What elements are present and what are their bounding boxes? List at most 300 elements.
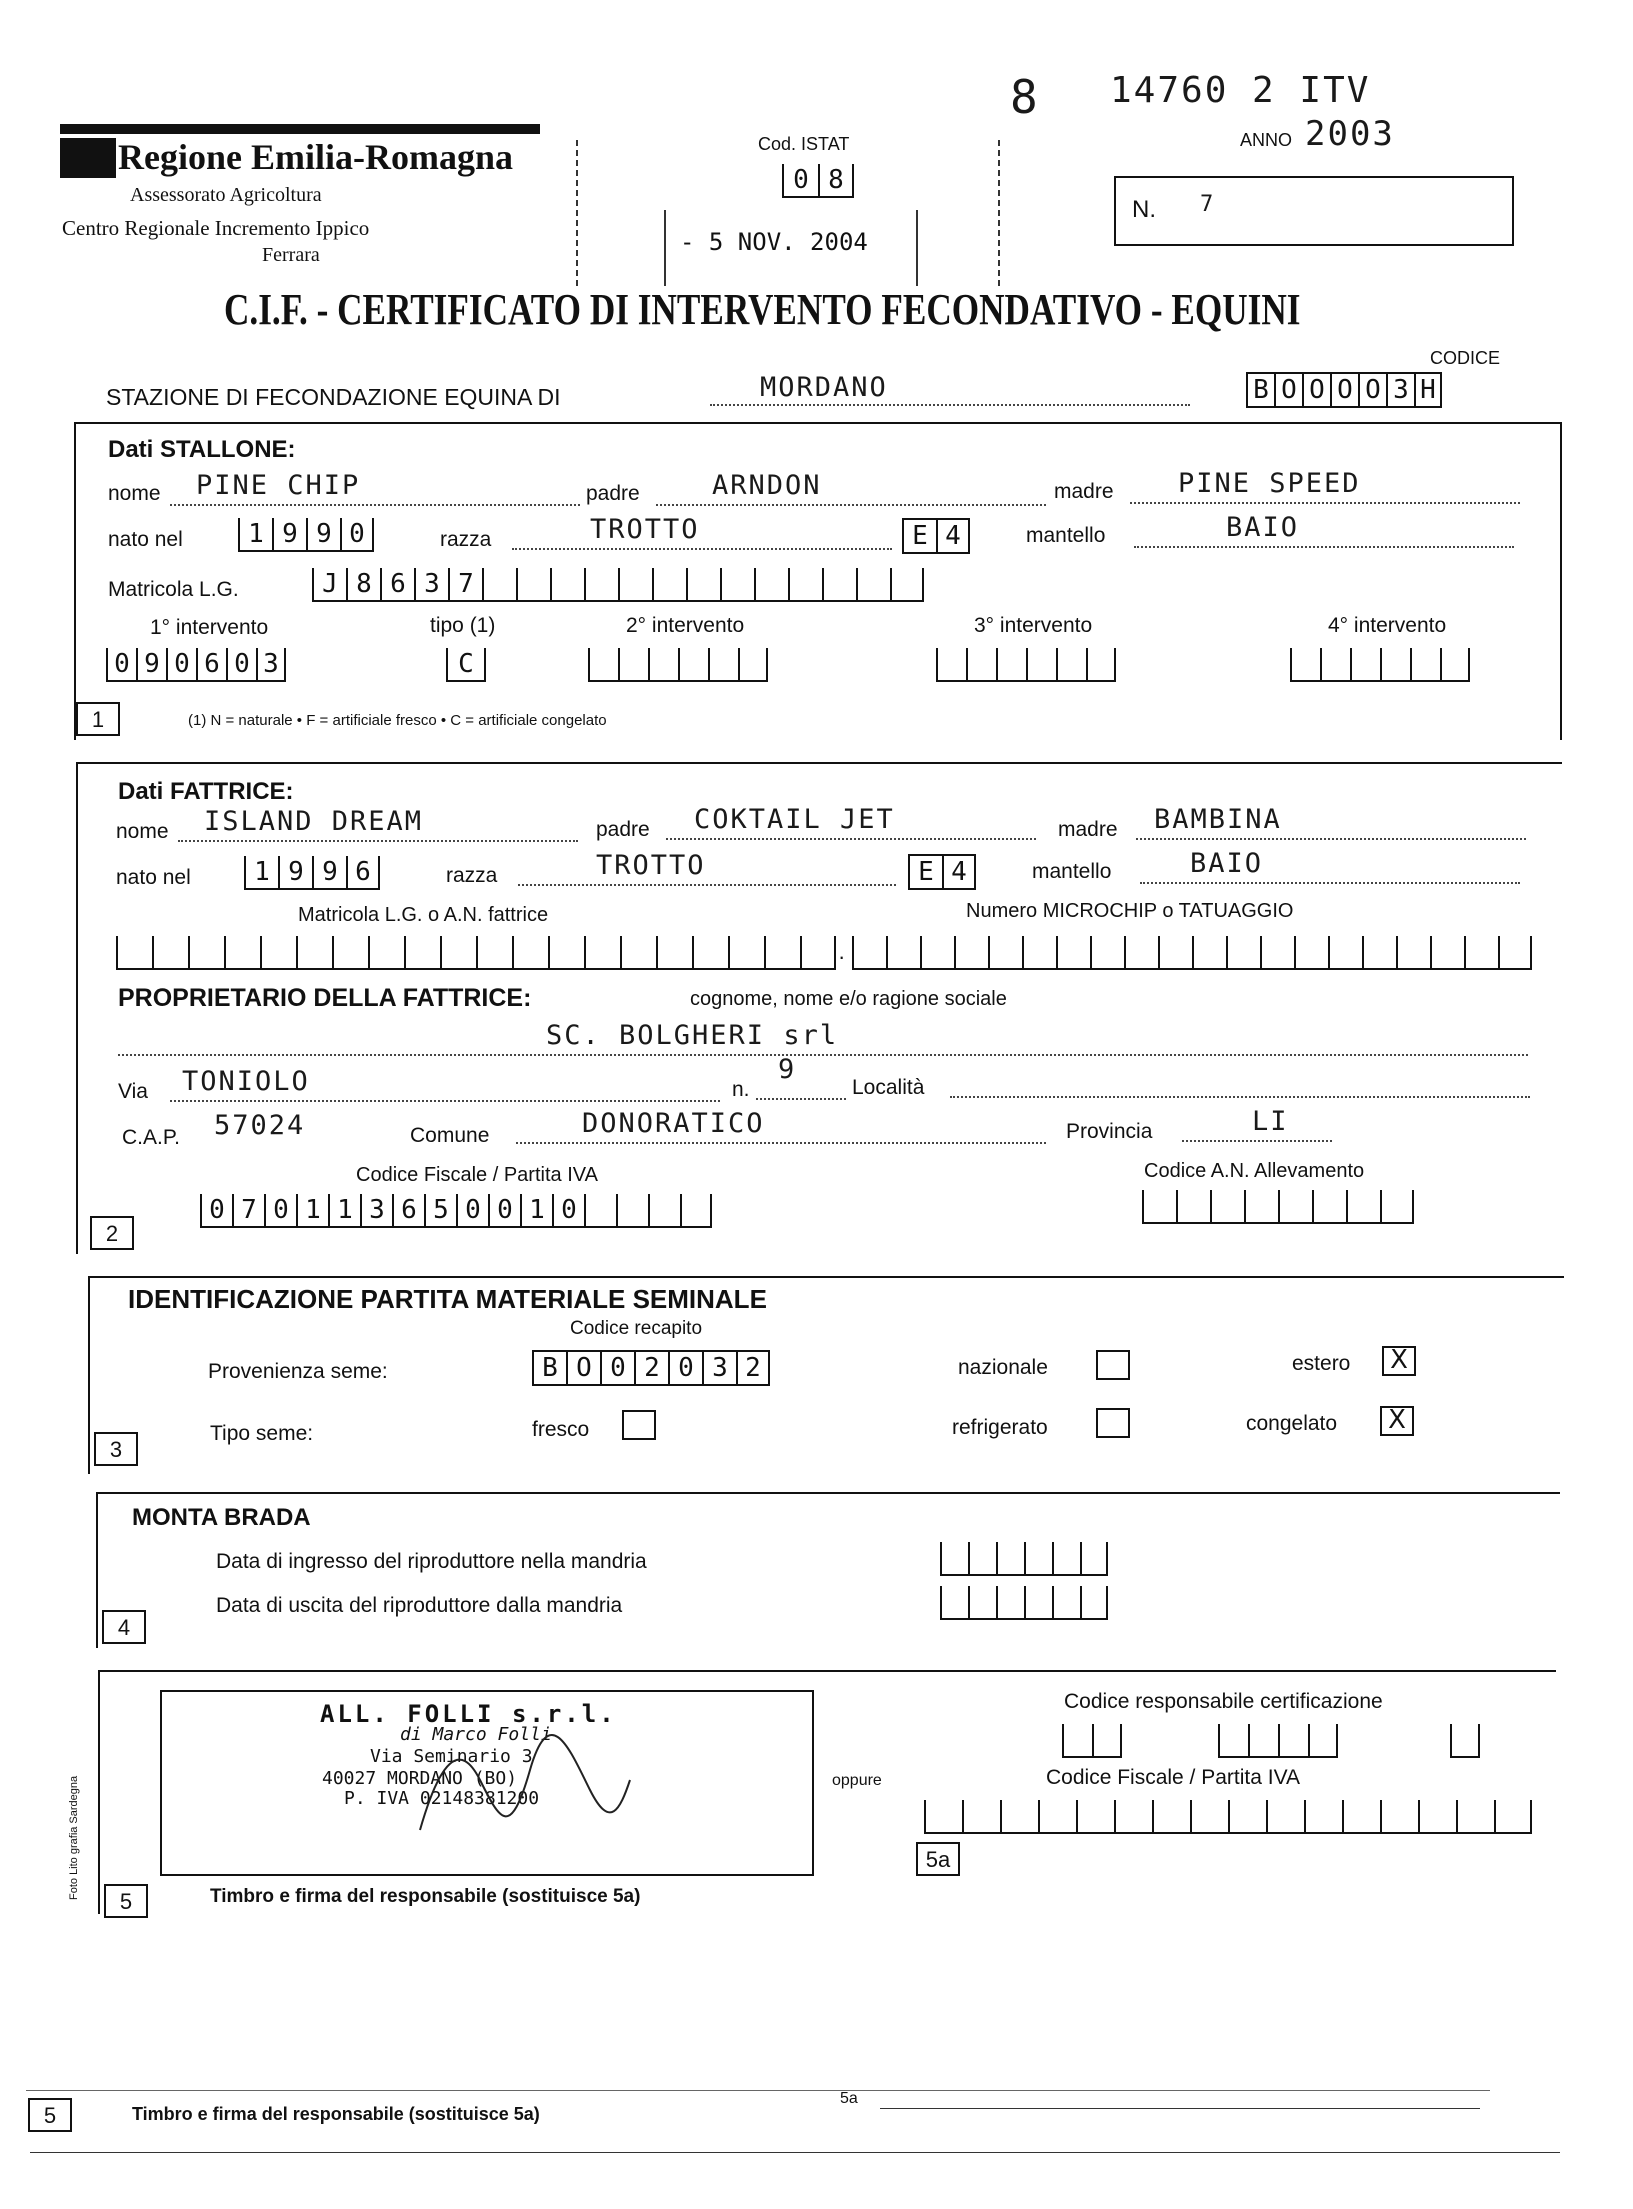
resp-cell — [1092, 1724, 1122, 1758]
section-1-number: 1 — [76, 702, 120, 736]
form-cell — [788, 568, 822, 602]
form-cell — [584, 936, 620, 970]
form-cell — [1430, 936, 1464, 970]
form-cell — [1190, 1800, 1228, 1834]
bleed-section-number: 5 — [28, 2098, 72, 2132]
form-cell — [1328, 936, 1362, 970]
form-cell — [1090, 936, 1124, 970]
fresco-label: fresco — [532, 1418, 590, 1441]
form-cell — [1346, 1190, 1380, 1224]
form-cell: 3 — [414, 568, 448, 602]
form-cell — [1142, 1190, 1176, 1224]
section-5-number: 5 — [104, 1884, 148, 1918]
date-cell — [1350, 648, 1380, 682]
section-3-number: 3 — [94, 1432, 138, 1466]
fattrice-nato-cells — [244, 856, 380, 890]
signature — [400, 1720, 640, 1850]
form-cell: 1 — [296, 1194, 328, 1228]
tipo-label: tipo (1) — [430, 614, 496, 637]
form-cell — [1312, 1190, 1346, 1224]
cells-separator: · — [838, 944, 846, 969]
proprietario-subtitle: cognome, nome e/o ragione sociale — [690, 988, 1007, 1010]
form-cell: 0 — [200, 1194, 232, 1228]
fattrice-nome: ISLAND DREAM — [204, 806, 424, 837]
date-cell — [1440, 648, 1470, 682]
fattrice-microchip-cells — [852, 936, 1532, 970]
form-cell — [1038, 1800, 1076, 1834]
date-cell — [968, 1542, 996, 1576]
form-cell — [1494, 1800, 1532, 1834]
station-code-cell: O — [1274, 374, 1302, 408]
form-cell — [584, 1194, 616, 1228]
form-cell — [1022, 936, 1056, 970]
printer-side-label: Foto Lito grafia Sardegna — [68, 1775, 80, 1900]
date-cell — [996, 648, 1026, 682]
station-code-cells — [1246, 372, 1442, 408]
proprietario-title: PROPRIETARIO DELLA FATTRICE: — [118, 984, 532, 1012]
stallone-title: Dati STALLONE: — [108, 436, 296, 463]
station-line — [710, 404, 1190, 406]
form-cell: 1 — [328, 1194, 360, 1228]
form-cell: 3 — [360, 1194, 392, 1228]
dotline — [656, 504, 1046, 506]
date-cell — [1024, 1542, 1052, 1576]
station-code-cell: 3 — [1386, 374, 1414, 408]
form-cell — [1152, 1800, 1190, 1834]
dotline — [1182, 1140, 1332, 1142]
proprietario-value: SC. BOLGHERI srl — [546, 1020, 839, 1051]
resp-cell — [1218, 1724, 1248, 1758]
stamp-name: ALL. FOLLI s.r.l. — [320, 1700, 617, 1728]
form-cell — [648, 1194, 680, 1228]
anno-value: 2003 — [1305, 114, 1395, 154]
year-cell: 1 — [238, 518, 272, 552]
station-code-cell: O — [1358, 374, 1386, 408]
org-name: Regione Emilia-Romagna — [118, 137, 513, 177]
date-cell — [996, 1586, 1024, 1620]
date-cell: 0 — [166, 648, 196, 682]
form-cell — [1418, 1800, 1456, 1834]
date-cell — [1080, 1542, 1108, 1576]
form-cell — [656, 936, 692, 970]
recapito-cell: 2 — [736, 1352, 770, 1386]
refrigerato-checkbox[interactable] — [1096, 1408, 1130, 1438]
date-cell — [1290, 648, 1320, 682]
form-cell — [620, 936, 656, 970]
form-cell — [890, 568, 924, 602]
form-cell — [1176, 1190, 1210, 1224]
civico-value: 9 — [778, 1054, 797, 1085]
stallone-razza-label: razza — [440, 528, 492, 551]
dotline — [170, 1100, 720, 1102]
form-cell — [856, 568, 890, 602]
form-cell — [616, 1194, 648, 1228]
form-cell — [1266, 1800, 1304, 1834]
fattrice-razza-code — [908, 854, 976, 890]
nazionale-label: nazionale — [958, 1356, 1048, 1379]
year-cell: 0 — [340, 518, 374, 552]
form-cell — [1228, 1800, 1266, 1834]
form-cell — [224, 936, 260, 970]
bleed-fragment: 5a — [840, 2090, 858, 2107]
recapito-cell: 0 — [668, 1352, 702, 1386]
fattrice-razza: TROTTO — [596, 850, 706, 881]
stamp-person: di Marco Folli — [400, 1724, 552, 1745]
stamp-date: - 5 NOV. 2004 — [680, 228, 868, 256]
date-cell: 0 — [226, 648, 256, 682]
stallone-matricola-label: Matricola L.G. — [108, 578, 239, 601]
form-cell — [1158, 936, 1192, 970]
fattrice-padre: COKTAIL JET — [694, 804, 895, 835]
an-allevamento-label: Codice A.N. Allevamento — [1144, 1160, 1365, 1182]
provincia-value: LI — [1252, 1106, 1289, 1137]
form-cell — [1210, 1190, 1244, 1224]
nazionale-checkbox[interactable] — [1096, 1350, 1130, 1380]
dotline — [1140, 882, 1520, 884]
tipo-seme-label: Tipo seme: — [210, 1422, 314, 1445]
dotline — [518, 884, 896, 886]
form-cell — [886, 936, 920, 970]
form-cell — [476, 936, 512, 970]
date-cell — [708, 648, 738, 682]
cap-value: 57024 — [214, 1110, 306, 1141]
station-code-cell: B — [1246, 374, 1274, 408]
form-cell — [988, 936, 1022, 970]
form-cell — [550, 568, 584, 602]
form-cell — [152, 936, 188, 970]
estero-checkbox[interactable]: X — [1382, 1346, 1416, 1376]
fattrice-padre-label: padre — [596, 818, 650, 841]
bleed-line — [880, 2108, 1480, 2109]
fattrice-razza-label: razza — [446, 864, 498, 887]
handwritten-reference: 14760 2 ITV — [1110, 70, 1371, 111]
fattrice-nome-label: nome — [116, 820, 169, 843]
fattrice-cf-cells — [200, 1194, 712, 1228]
stallone-nome-label: nome — [108, 482, 161, 505]
dotline — [118, 1054, 1528, 1056]
stallone-padre-label: padre — [586, 482, 640, 505]
form-cell: 8 — [346, 568, 380, 602]
header-rule — [60, 124, 540, 134]
station-code-cell: O — [1302, 374, 1330, 408]
form-cell — [1114, 1800, 1152, 1834]
section-2-number: 2 — [90, 1216, 134, 1250]
resp-cell — [1248, 1724, 1278, 1758]
dotline — [1136, 838, 1526, 840]
form-cell — [332, 936, 368, 970]
intervento1-label: 1° intervento — [150, 616, 269, 639]
an-allevamento-cells — [1142, 1190, 1414, 1224]
form-cell: 0 — [488, 1194, 520, 1228]
dotline — [756, 1098, 846, 1100]
anno-label: ANNO — [1240, 130, 1293, 150]
localita-label: Località — [852, 1076, 925, 1099]
stamp-street: Via Seminario 3 — [370, 1746, 533, 1767]
form-cell: 5 — [424, 1194, 456, 1228]
form-cell — [1342, 1800, 1380, 1834]
date-cell: 3 — [256, 648, 286, 682]
form-cell — [584, 568, 618, 602]
recapito-cell: 3 — [702, 1352, 736, 1386]
date-cell — [936, 648, 966, 682]
section-4-number: 4 — [102, 1610, 146, 1644]
resp-cell — [1062, 1724, 1092, 1758]
dotline — [178, 840, 578, 842]
razza-code-cell: 4 — [942, 856, 976, 890]
resp-cell — [1450, 1724, 1480, 1758]
date-cell — [940, 1586, 968, 1620]
fattrice-mantello: BAIO — [1190, 848, 1264, 879]
uscita-cells — [940, 1586, 1108, 1620]
codice-resp-cells-b — [1218, 1724, 1338, 1758]
station-label: STAZIONE DI FECONDAZIONE EQUINA DI — [106, 384, 561, 410]
intervento3-cells — [936, 648, 1116, 682]
handwritten-mark: 8 — [1010, 70, 1040, 124]
form-cell — [1000, 1800, 1038, 1834]
bleed-line-bottom — [30, 2152, 1560, 2153]
date-cell — [966, 648, 996, 682]
fattrice-matricola-cells — [116, 936, 836, 970]
form-cell — [296, 936, 332, 970]
intervento1-cells — [106, 648, 286, 682]
estero-label: estero — [1292, 1352, 1351, 1375]
fattrice-madre-label: madre — [1058, 818, 1118, 841]
year-cell: 9 — [272, 518, 306, 552]
ingresso-label: Data di ingresso del riproduttore nella mandria — [216, 1550, 647, 1573]
stallone-nome: PINE CHIP — [196, 470, 361, 501]
form-cell — [1076, 1800, 1114, 1834]
ingresso-cells — [940, 1542, 1108, 1576]
recapito-label: Codice recapito — [570, 1318, 703, 1339]
uscita-label: Data di uscita del riproduttore dalla mandria — [216, 1594, 623, 1617]
form-cell: 7 — [448, 568, 482, 602]
stamp-iva: P. IVA 02148381200 — [344, 1788, 540, 1809]
comune-value: DONORATICO — [582, 1108, 765, 1139]
form-cell — [1192, 936, 1226, 970]
form-cell — [1294, 936, 1328, 970]
recapito-cell: B — [532, 1352, 566, 1386]
date-cell — [738, 648, 768, 682]
date-cell — [1410, 648, 1440, 682]
year-cell: 9 — [306, 518, 340, 552]
date-cell — [648, 648, 678, 682]
tipo-cell — [446, 648, 486, 682]
form-cell — [1380, 1800, 1418, 1834]
date-cell — [678, 648, 708, 682]
codice-label: CODICE — [1430, 348, 1501, 368]
razza-code-cell: 4 — [936, 520, 970, 554]
comune-label: Comune — [410, 1124, 490, 1147]
civico-label: n. — [732, 1078, 750, 1101]
form-cell — [1380, 1190, 1414, 1224]
monta-title: MONTA BRADA — [132, 1504, 311, 1531]
stallone-mantello: BAIO — [1226, 512, 1300, 543]
refrigerato-label: refrigerato — [952, 1416, 1048, 1439]
form-cell — [1278, 1190, 1312, 1224]
stallone-razza-code — [902, 518, 970, 554]
form-cell — [440, 936, 476, 970]
form-cell — [368, 936, 404, 970]
tipo-value: C — [446, 648, 486, 682]
stallone-nato-cells — [238, 518, 374, 552]
date-cell — [588, 648, 618, 682]
form-cell — [516, 568, 550, 602]
dotline — [516, 1142, 1046, 1144]
form-cell — [1456, 1800, 1494, 1834]
intervento3-label: 3° intervento — [974, 614, 1093, 637]
bleed-timbro-label: Timbro e firma del responsabile (sostituisce 5a) — [132, 2104, 540, 2124]
dotline — [1134, 546, 1514, 548]
cap-label: C.A.P. — [122, 1126, 180, 1149]
date-cell — [1320, 648, 1350, 682]
station-code-cell: H — [1414, 374, 1442, 408]
dotline — [512, 548, 892, 550]
date-cell — [996, 1542, 1024, 1576]
codice-resp-label: Codice responsabile certificazione — [1064, 1690, 1383, 1713]
stallone-padre: ARNDON — [712, 470, 822, 501]
form-cell — [260, 936, 296, 970]
form-cell — [1226, 936, 1260, 970]
form-cell — [1124, 936, 1158, 970]
provenienza-label: Provenienza seme: — [208, 1360, 388, 1383]
fattrice-title: Dati FATTRICE: — [118, 778, 294, 805]
oppure-label: oppure — [832, 1772, 882, 1789]
year-cell: 9 — [312, 856, 346, 890]
microchip-label: Numero MICROCHIP o TATUAGGIO — [966, 900, 1294, 922]
section-5a-number: 5a — [916, 1842, 960, 1876]
via-label: Via — [118, 1080, 148, 1103]
date-cell — [1024, 1586, 1052, 1620]
congelato-checkbox[interactable]: X — [1380, 1406, 1414, 1436]
istat-cell: 8 — [818, 164, 854, 198]
form-cell: 6 — [392, 1194, 424, 1228]
recapito-cell: O — [566, 1352, 600, 1386]
dotline — [666, 838, 1036, 840]
form-cell — [764, 936, 800, 970]
date-cell — [968, 1586, 996, 1620]
form-cell — [1056, 936, 1090, 970]
protocol-box — [1114, 176, 1514, 246]
form-cell — [728, 936, 764, 970]
form-cell — [188, 936, 224, 970]
intervento2-label: 2° intervento — [626, 614, 745, 637]
protocol-value: 7 — [1200, 192, 1216, 217]
resp-cf-label: Codice Fiscale / Partita IVA — [1046, 1766, 1301, 1789]
date-cell — [1052, 1542, 1080, 1576]
dotline — [170, 504, 580, 506]
dotline — [950, 1096, 1530, 1098]
istat-cell: 0 — [782, 164, 818, 198]
form-cell: 0 — [264, 1194, 296, 1228]
tipo-footnote: (1) N = naturale • F = artificiale fresco • C = artificiale congelato — [188, 712, 607, 729]
form-cell — [1362, 936, 1396, 970]
date-cell: 6 — [196, 648, 226, 682]
form-cell — [1464, 936, 1498, 970]
form-cell — [924, 1800, 962, 1834]
form-cell — [800, 936, 836, 970]
form-title: C.I.F. - CERTIFICATO DI INTERVENTO FECONDATIVO - EQUINI — [224, 285, 1301, 334]
org-sub2: Centro Regionale Incremento Ippico — [62, 216, 370, 240]
year-cell: 1 — [244, 856, 278, 890]
resp-cell — [1278, 1724, 1308, 1758]
form-cell: 7 — [232, 1194, 264, 1228]
codice-resp-cells-c — [1450, 1724, 1480, 1758]
form-cell — [920, 936, 954, 970]
stallone-nato-label: nato nel — [108, 528, 183, 551]
protocol-prefix: N. — [1132, 196, 1156, 223]
fattrice-madre: BAMBINA — [1154, 804, 1282, 835]
seme-title: IDENTIFICAZIONE PARTITA MATERIALE SEMINALE — [128, 1284, 767, 1314]
date-cell — [1056, 648, 1086, 682]
fattrice-mantello-label: mantello — [1032, 860, 1112, 883]
congelato-label: congelato — [1246, 1412, 1338, 1435]
bleed-line-top — [26, 2090, 1490, 2091]
form-cell: 0 — [552, 1194, 584, 1228]
istat-label: Cod. ISTAT — [758, 134, 850, 154]
form-cell — [962, 1800, 1000, 1834]
form-cell: 0 — [456, 1194, 488, 1228]
intervento2-cells — [588, 648, 768, 682]
form-cell — [680, 1194, 712, 1228]
recapito-cell: 2 — [634, 1352, 668, 1386]
date-cell — [1052, 1586, 1080, 1620]
station-code-cell: O — [1330, 374, 1358, 408]
intervento4-label: 4° intervento — [1328, 614, 1447, 637]
date-cell — [1026, 648, 1056, 682]
form-cell: 6 — [380, 568, 414, 602]
date-cell: 0 — [106, 648, 136, 682]
timbro-label: Timbro e firma del responsabile (sostituisce 5a) — [210, 1886, 641, 1907]
date-cell — [618, 648, 648, 682]
date-cell — [940, 1542, 968, 1576]
form-cell — [720, 568, 754, 602]
form-cell — [686, 568, 720, 602]
form-cell — [404, 936, 440, 970]
stallone-madre: PINE SPEED — [1178, 468, 1361, 499]
date-cell — [1080, 1586, 1108, 1620]
form-cell — [548, 936, 584, 970]
form-cell — [852, 936, 886, 970]
fattrice-matricola-label: Matricola L.G. o A.N. fattrice — [298, 904, 549, 926]
resp-cf-cells — [924, 1800, 1532, 1834]
stallone-mantello-label: mantello — [1026, 524, 1106, 547]
form-cell — [692, 936, 728, 970]
form-cell — [1260, 936, 1294, 970]
form-cell — [954, 936, 988, 970]
resp-cell — [1308, 1724, 1338, 1758]
form-cell — [1244, 1190, 1278, 1224]
form-cell: J — [312, 568, 346, 602]
fresco-checkbox[interactable] — [622, 1410, 656, 1440]
razza-code-cell: E — [902, 520, 936, 554]
stamp-city: 40027 MORDANO (BO) — [322, 1768, 518, 1789]
form-cell — [1396, 936, 1430, 970]
stallone-matricola-cells — [312, 568, 924, 602]
provincia-label: Provincia — [1066, 1120, 1153, 1143]
recapito-cell: 0 — [600, 1352, 634, 1386]
form-cell — [822, 568, 856, 602]
fattrice-nato-label: nato nel — [116, 866, 191, 889]
date-cell — [1086, 648, 1116, 682]
intervento4-cells — [1290, 648, 1470, 682]
razza-code-cell: E — [908, 856, 942, 890]
form-cell — [754, 568, 788, 602]
form-cell — [1304, 1800, 1342, 1834]
codice-resp-cells-a — [1062, 1724, 1122, 1758]
year-cell: 9 — [278, 856, 312, 890]
region-logo — [60, 138, 116, 178]
date-cell — [1380, 648, 1410, 682]
